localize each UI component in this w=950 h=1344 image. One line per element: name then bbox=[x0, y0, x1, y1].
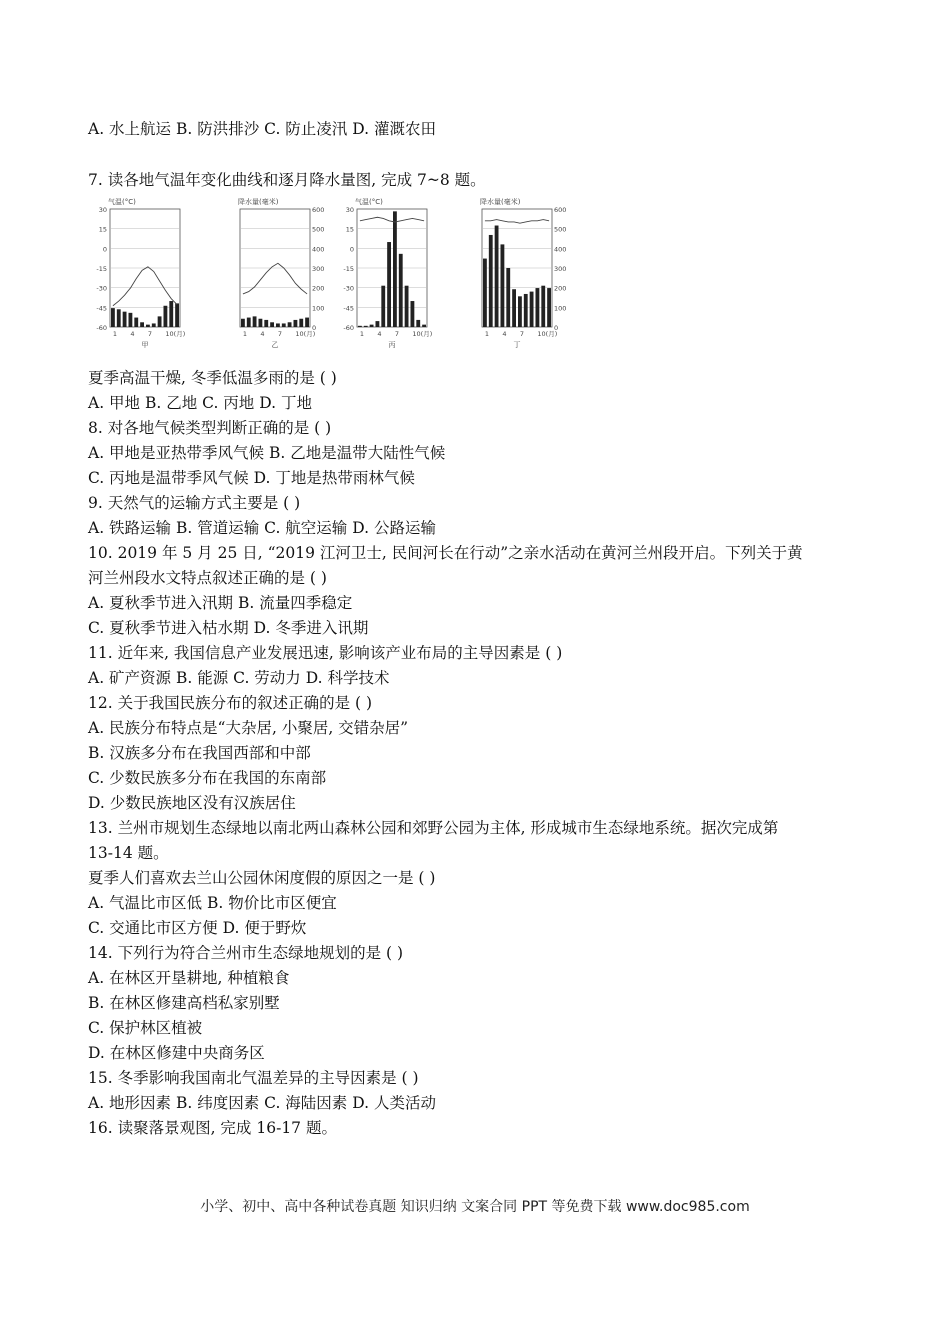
chart-ding bbox=[460, 195, 572, 351]
chart-top-label: 气温(°C) bbox=[355, 198, 383, 206]
rain-bar bbox=[547, 288, 551, 327]
rain-bar bbox=[288, 322, 292, 327]
y2-tick-label: 300 bbox=[554, 265, 567, 273]
y-tick-label: -60 bbox=[343, 324, 354, 332]
text-line: C. 少数民族多分布在我国的东南部 bbox=[88, 769, 327, 787]
rain-bar bbox=[299, 319, 303, 327]
text-line: 夏季高温干燥, 冬季低温多雨的是 ( ) bbox=[88, 369, 337, 387]
rain-bar bbox=[175, 303, 179, 327]
rain-bar bbox=[524, 294, 528, 327]
text-line: A. 铁路运输 B. 管道运输 C. 航空运输 D. 公路运输 bbox=[88, 519, 436, 537]
text-line: A. 甲地是亚热带季风气候 B. 乙地是温带大陆性气候 bbox=[88, 444, 446, 462]
rain-bar bbox=[259, 319, 263, 327]
rain-bar bbox=[405, 286, 409, 327]
rain-bar bbox=[530, 292, 534, 327]
rain-bar bbox=[169, 301, 173, 327]
rain-bar bbox=[358, 326, 362, 327]
text-line: A. 在林区开垦耕地, 种植粮食 bbox=[88, 969, 290, 987]
x-tick-label: 10(月) bbox=[537, 330, 558, 338]
rain-bar bbox=[387, 242, 391, 327]
rain-bar bbox=[376, 321, 380, 327]
rain-bar bbox=[164, 306, 168, 327]
rain-bar bbox=[512, 289, 516, 327]
y2-tick-label: 0 bbox=[312, 324, 317, 332]
rain-bar bbox=[140, 322, 144, 327]
x-tick-label: 7 bbox=[147, 330, 153, 338]
y2-tick-label: 100 bbox=[312, 304, 325, 313]
x-tick-label: 7 bbox=[519, 330, 525, 338]
rain-bar bbox=[393, 211, 397, 327]
text-line: 11. 近年来, 我国信息产业发展迅速, 影响该产业布局的主导因素是 ( ) bbox=[88, 644, 563, 662]
y2-tick-label: 400 bbox=[554, 245, 567, 254]
text-line: B. 汉族多分布在我国西部和中部 bbox=[88, 744, 311, 762]
chart-yi bbox=[218, 195, 330, 351]
rain-bar bbox=[411, 301, 415, 327]
y2-tick-label: 600 bbox=[312, 206, 325, 214]
rain-bar bbox=[117, 309, 121, 327]
text-line: 河兰州段水文特点叙述正确的是 ( ) bbox=[88, 569, 327, 587]
y2-tick-label: 0 bbox=[554, 324, 559, 332]
text-line: 9. 天然气的运输方式主要是 ( ) bbox=[88, 494, 301, 512]
y-tick-label: -45 bbox=[96, 304, 107, 313]
rain-bar bbox=[489, 235, 493, 327]
text-line: A. 地形因素 B. 纬度因素 C. 海陆因素 D. 人类活动 bbox=[88, 1094, 436, 1112]
rain-bar bbox=[276, 323, 280, 327]
x-tick-label: 10(月) bbox=[412, 330, 433, 338]
rain-bar bbox=[241, 319, 245, 327]
x-tick-label: 4 bbox=[502, 330, 507, 338]
y-tick-label: 30 bbox=[98, 206, 107, 214]
text-line: 8. 对各地气候类型判断正确的是 ( ) bbox=[88, 419, 332, 437]
x-tick-label: 7 bbox=[394, 330, 400, 338]
text-line: B. 在林区修建高档私家别墅 bbox=[88, 994, 280, 1012]
text-line: 15. 冬季影响我国南北气温差异的主导因素是 ( ) bbox=[88, 1069, 419, 1087]
chart-top-label: 降水量(毫米) bbox=[480, 198, 521, 206]
y2-tick-label: 400 bbox=[312, 245, 325, 254]
rain-bar bbox=[129, 313, 133, 327]
x-tick-label: 4 bbox=[377, 330, 382, 338]
rain-bar bbox=[381, 286, 385, 327]
text-line: A. 甲地 B. 乙地 C. 丙地 D. 丁地 bbox=[88, 394, 312, 412]
y2-tick-label: 500 bbox=[312, 225, 325, 234]
x-tick-label: 7 bbox=[277, 330, 283, 338]
text-line: 13. 兰州市规划生态绿地以南北两山森林公园和郊野公园为主体, 形成城市生态绿地系统。据次完成第 bbox=[88, 819, 779, 837]
text-line: C. 保护林区植被 bbox=[88, 1019, 203, 1037]
rain-bar bbox=[422, 325, 426, 327]
rain-bar bbox=[152, 323, 156, 327]
text-line: A. 夏秋季节进入汛期 B. 流量四季稳定 bbox=[88, 594, 353, 612]
text-line: 13-14 题。 bbox=[88, 844, 169, 862]
rain-bar bbox=[364, 326, 368, 327]
text-line: A. 水上航运 B. 防洪排沙 C. 防止凌汛 D. 灌溉农田 bbox=[88, 120, 436, 138]
x-tick-label: 10(月) bbox=[165, 330, 186, 338]
text-line: C. 丙地是温带季风气候 D. 丁地是热带雨林气候 bbox=[88, 469, 415, 487]
text-line: C. 交通比市区方便 D. 便于野炊 bbox=[88, 919, 307, 937]
text-line: 12. 关于我国民族分布的叙述正确的是 ( ) bbox=[88, 694, 373, 712]
text-line: A. 民族分布特点是“大杂居, 小聚居, 交错杂居” bbox=[88, 719, 409, 737]
rain-bar bbox=[506, 268, 510, 327]
chart-name: 丁 bbox=[513, 341, 521, 349]
text-line: 10. 2019 年 5 月 25 日, “2019 江河卫士, 民间河长在行动”之亲水活动在黄河兰州段开启。下列关于黄 bbox=[88, 544, 803, 562]
x-tick-label: 1 bbox=[112, 330, 118, 338]
rain-bar bbox=[416, 320, 420, 327]
y-tick-label: -60 bbox=[96, 324, 107, 332]
temp-curve bbox=[360, 217, 424, 222]
y2-tick-label: 300 bbox=[312, 265, 325, 273]
temp-curve bbox=[113, 267, 177, 306]
y-tick-label: 30 bbox=[345, 206, 354, 214]
x-tick-label: 10(月) bbox=[295, 330, 316, 338]
x-tick-label: 1 bbox=[359, 330, 365, 338]
y2-tick-label: 200 bbox=[312, 284, 325, 293]
x-tick-label: 4 bbox=[260, 330, 265, 338]
chart-top-label: 降水量(毫米) bbox=[238, 198, 279, 206]
chart-name: 丙 bbox=[388, 341, 396, 349]
chart-name: 甲 bbox=[141, 341, 149, 349]
text-line: D. 在林区修建中央商务区 bbox=[88, 1044, 265, 1062]
rain-bar bbox=[123, 312, 127, 327]
rain-bar bbox=[282, 323, 286, 327]
rain-bar bbox=[541, 286, 545, 327]
text-line: A. 矿产资源 B. 能源 C. 劳动力 D. 科学技术 bbox=[88, 669, 390, 687]
rain-bar bbox=[518, 296, 522, 327]
y2-tick-label: 200 bbox=[554, 284, 567, 293]
page-footer: 小学、初中、高中各种试卷真题 知识归纳 文案合同 PPT 等免费下载 www.doc985.com bbox=[200, 1199, 750, 1215]
y-tick-label: -15 bbox=[343, 265, 354, 273]
rain-bar bbox=[111, 308, 115, 327]
chart-top-label: 气温(°C) bbox=[108, 198, 136, 206]
text-line: D. 少数民族地区没有汉族居住 bbox=[88, 794, 296, 812]
rain-bar bbox=[146, 325, 150, 327]
rain-bar bbox=[134, 318, 138, 327]
rain-bar bbox=[247, 318, 251, 327]
rain-bar bbox=[264, 320, 268, 327]
rain-bar bbox=[501, 244, 505, 327]
temp-curve bbox=[485, 220, 549, 224]
rain-bar bbox=[370, 325, 374, 327]
chart-bing bbox=[335, 195, 447, 351]
y2-tick-label: 600 bbox=[554, 206, 567, 214]
rain-bar bbox=[270, 322, 274, 327]
x-tick-label: 1 bbox=[484, 330, 490, 338]
y-tick-label: 15 bbox=[345, 225, 354, 234]
chart-jia bbox=[88, 195, 200, 351]
x-tick-label: 4 bbox=[130, 330, 135, 338]
y-tick-label: 0 bbox=[349, 245, 354, 254]
text-line: C. 夏秋季节进入枯水期 D. 冬季进入讯期 bbox=[88, 619, 369, 637]
y-tick-label: -30 bbox=[96, 284, 107, 293]
x-tick-label: 1 bbox=[242, 330, 248, 338]
text-line: 夏季人们喜欢去兰山公园休闲度假的原因之一是 ( ) bbox=[88, 869, 436, 887]
rain-bar bbox=[253, 316, 257, 327]
chart-name: 乙 bbox=[271, 341, 279, 349]
rain-bar bbox=[536, 288, 540, 327]
text-line: A. 气温比市区低 B. 物价比市区便宜 bbox=[88, 894, 337, 912]
rain-bar bbox=[495, 226, 499, 327]
y-tick-label: -15 bbox=[96, 265, 107, 273]
y-tick-label: -30 bbox=[343, 284, 354, 293]
y-tick-label: -45 bbox=[343, 304, 354, 313]
y2-tick-label: 500 bbox=[554, 225, 567, 234]
text-line: 7. 读各地气温年变化曲线和逐月降水量图, 完成 7~8 题。 bbox=[88, 171, 486, 189]
rain-bar bbox=[294, 320, 298, 327]
y-tick-label: 0 bbox=[102, 245, 107, 254]
text-line: 16. 读聚落景观图, 完成 16-17 题。 bbox=[88, 1119, 337, 1137]
rain-bar bbox=[305, 318, 309, 327]
rain-bar bbox=[399, 254, 403, 327]
y2-tick-label: 100 bbox=[554, 304, 567, 313]
y-tick-label: 15 bbox=[98, 225, 107, 234]
rain-bar bbox=[483, 259, 487, 327]
rain-bar bbox=[158, 316, 162, 327]
text-line: 14. 下列行为符合兰州市生态绿地规划的是 ( ) bbox=[88, 944, 404, 962]
